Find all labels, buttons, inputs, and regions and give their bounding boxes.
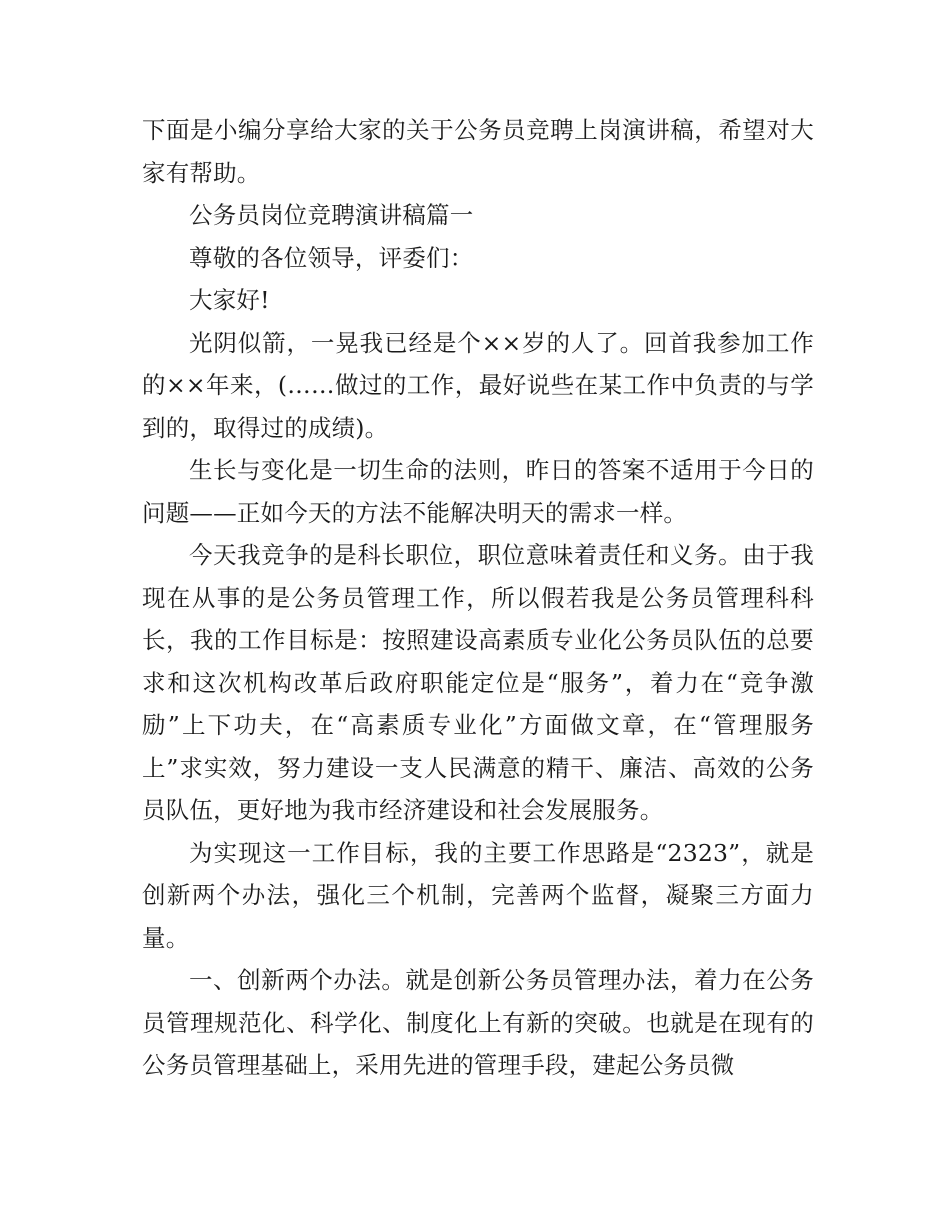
body-paragraph: 为实现这一工作目标，我的主要工作思路是“2323”，就是创新两个办法，强化三个机制，完善两个监督，凝聚三方面力量。 bbox=[142, 838, 814, 952]
intro-paragraph: 下面是小编分享给大家的关于公务员竞聘上岗演讲稿，希望对大家有帮助。 bbox=[142, 116, 814, 187]
body-paragraph: 一、创新两个办法。就是创新公务员管理办法，着力在公务员管理规范化、科学化、制度化上有新的突破。也就是在现有的公务员管理基础上，采用先进的管理手段，建起公务员微 bbox=[142, 966, 814, 1079]
salutation-line: 尊敬的各位领导，评委们： bbox=[189, 243, 474, 272]
document-page bbox=[142, 109, 814, 1087]
speech-heading: 公务员岗位竞聘演讲稿篇一 bbox=[189, 201, 474, 229]
greeting-line: 大家好! bbox=[189, 286, 270, 314]
body-paragraph: 今天我竞争的是科长职位，职位意味着责任和义务。由于我现在从事的是公务员管理工作，所以假若我是公务员管理科科长，我的工作目标是：按照建设高素质专业化公务员队伍的总要求和这次机构改革后政府职能定位是“服务”，着力在“竞争激励”上下功夫，在“高素质专业化”方面做文章，在“管理服务上”求实效，努力建设一支人民满意的精干、廉洁、高效的公务员队伍，更好地为我市经济建设和社会发展服务。 bbox=[142, 541, 814, 824]
body-paragraph: 生长与变化是一切生命的法则，昨日的答案不适用于今日的问题——正如今天的方法不能解决明天的需求一样。 bbox=[142, 456, 814, 527]
body-paragraph: 光阴似箭，一晃我已经是个××岁的人了。回首我参加工作的××年来，(……做过的工作，最好说些在某工作中负责的与学到的，取得过的成绩)。 bbox=[142, 328, 814, 442]
